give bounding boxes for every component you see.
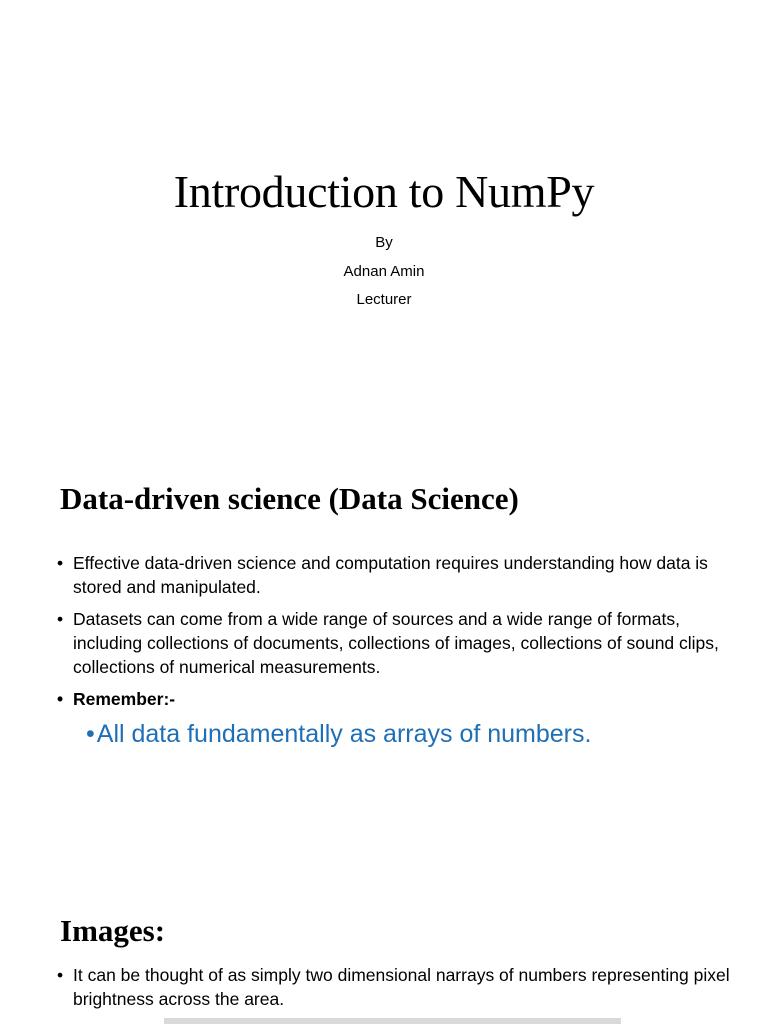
author-role: Lecturer	[356, 291, 412, 308]
bullet-item	[57, 687, 737, 711]
embedded-image-placeholder	[164, 1018, 621, 1024]
bullet-item	[57, 607, 737, 679]
bullet-text: Datasets can come from a wide range of sources and a wide range of formats, including collections of documents, collections of images, collections of sound clips, collections of numerical measurements.	[73, 609, 719, 677]
bullet-text: It can be thought of as simply two dimensional narrays of numbers representing pixel brightness across the area.	[73, 965, 730, 1009]
bullet-list	[57, 551, 737, 719]
images-slide	[0, 880, 768, 1024]
by-label: By	[375, 234, 393, 251]
bullet-dot-icon: •	[57, 689, 64, 709]
title-slide	[0, 0, 768, 440]
sub-bullet-highlight	[86, 718, 591, 750]
bullet-dot-icon: •	[57, 553, 64, 573]
data-science-slide	[0, 440, 768, 880]
author-name: Adnan Amin	[343, 262, 425, 280]
presentation-title: Introduction to NumPy	[173, 166, 595, 217]
presentation-subtitle	[0, 229, 768, 315]
bullet-dot-icon: •	[57, 965, 64, 985]
bullet-dot-icon: •	[57, 609, 64, 629]
slide-heading: Images:	[60, 913, 166, 948]
bullet-dot-icon: •	[86, 720, 95, 748]
slide-heading: Data-driven science (Data Science)	[60, 481, 519, 516]
bullet-item	[57, 963, 737, 1011]
bullet-text: Effective data-driven science and computation requires understanding how data is stored and manipulated.	[73, 553, 708, 597]
bullet-text: Remember:-	[73, 689, 176, 709]
bullet-item	[57, 551, 737, 599]
bullet-list	[57, 963, 737, 1019]
sub-bullet-text: All data fundamentally as arrays of numbers.	[96, 720, 592, 748]
